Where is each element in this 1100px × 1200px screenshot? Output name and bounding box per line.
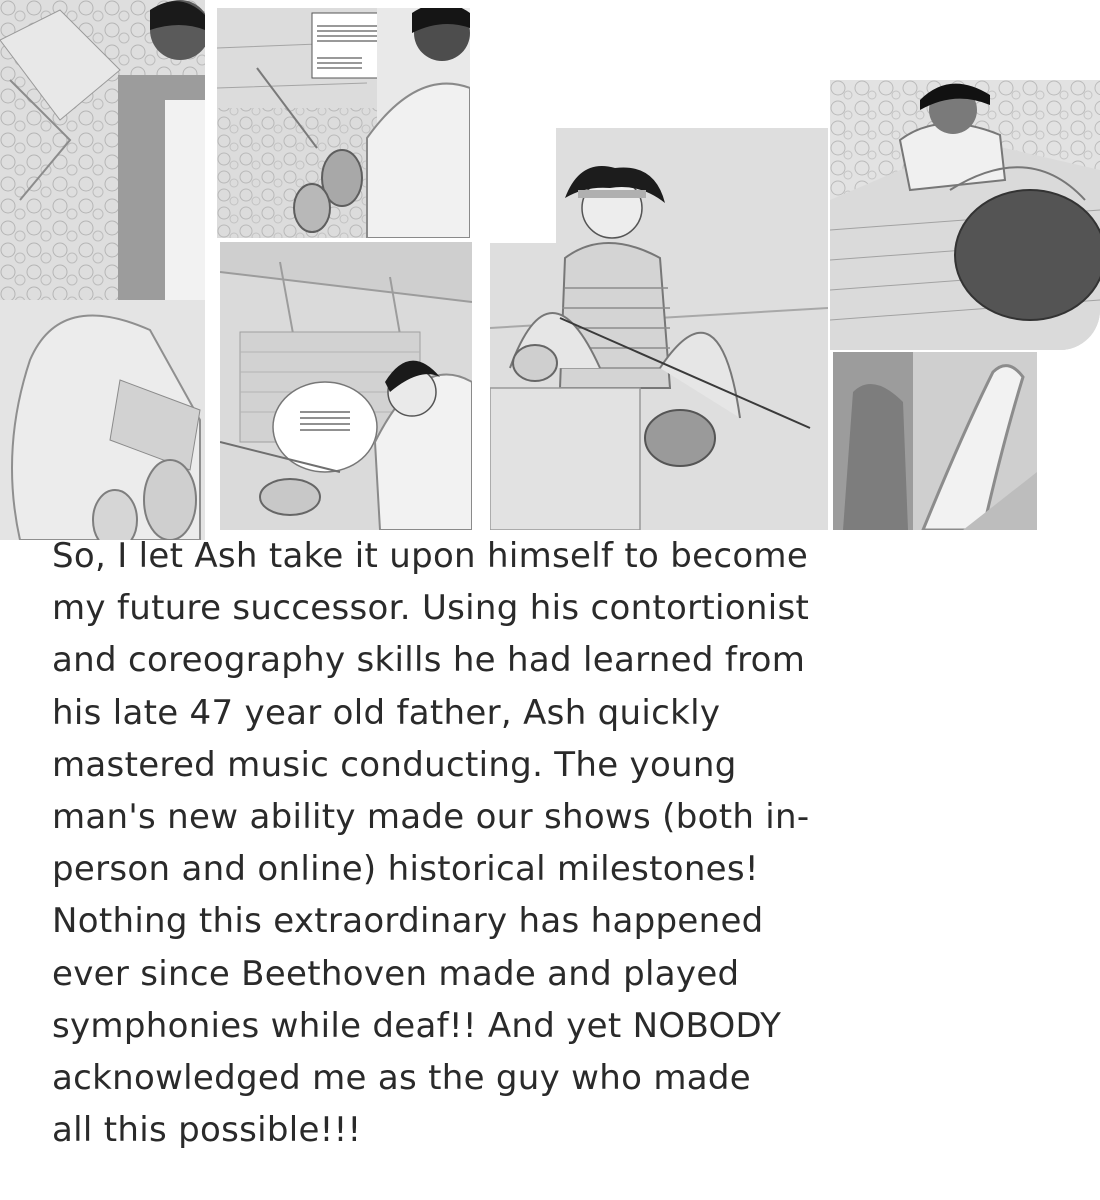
panel-3-drawing — [220, 242, 472, 530]
panel-2-drawing — [217, 8, 470, 238]
narration-line: person and online) historical milestones! — [52, 849, 759, 890]
narration-line: ever since Beethoven made and played — [52, 953, 740, 994]
narration-caption — [52, 530, 1082, 1156]
comic-panel-1 — [0, 0, 205, 540]
comic-panel-3 — [220, 242, 472, 530]
narration-line: and coreography skills he had learned from — [52, 640, 806, 681]
comic-panel-5 — [830, 80, 1100, 350]
panel-6-drawing — [833, 352, 1037, 530]
narration-line: Nothing this extraordinary has happened — [52, 901, 764, 942]
narration-line: his late 47 year old father, Ash quickly — [52, 692, 721, 733]
comic-panel-2 — [217, 8, 470, 238]
narration-line: man's new ability made our shows (both in- — [52, 797, 810, 838]
narration-line: mastered music conducting. The young — [52, 744, 737, 785]
narration-line: symphonies while deaf!! And yet NOBODY — [52, 1005, 782, 1046]
panel-4-drawing — [490, 128, 828, 530]
comic-panel-6 — [833, 352, 1037, 530]
narration-line: acknowledged me as the guy who made — [52, 1058, 751, 1099]
narration-line: So, I let Ash take it upon himself to become — [52, 536, 809, 576]
panel-1-drawing — [0, 0, 205, 540]
narration-line: all this possible!!! — [52, 1110, 362, 1151]
narration-line: my future successor. Using his contortionist — [52, 588, 810, 629]
comic-panel-4 — [490, 128, 828, 530]
panel-5-drawing — [830, 80, 1100, 350]
